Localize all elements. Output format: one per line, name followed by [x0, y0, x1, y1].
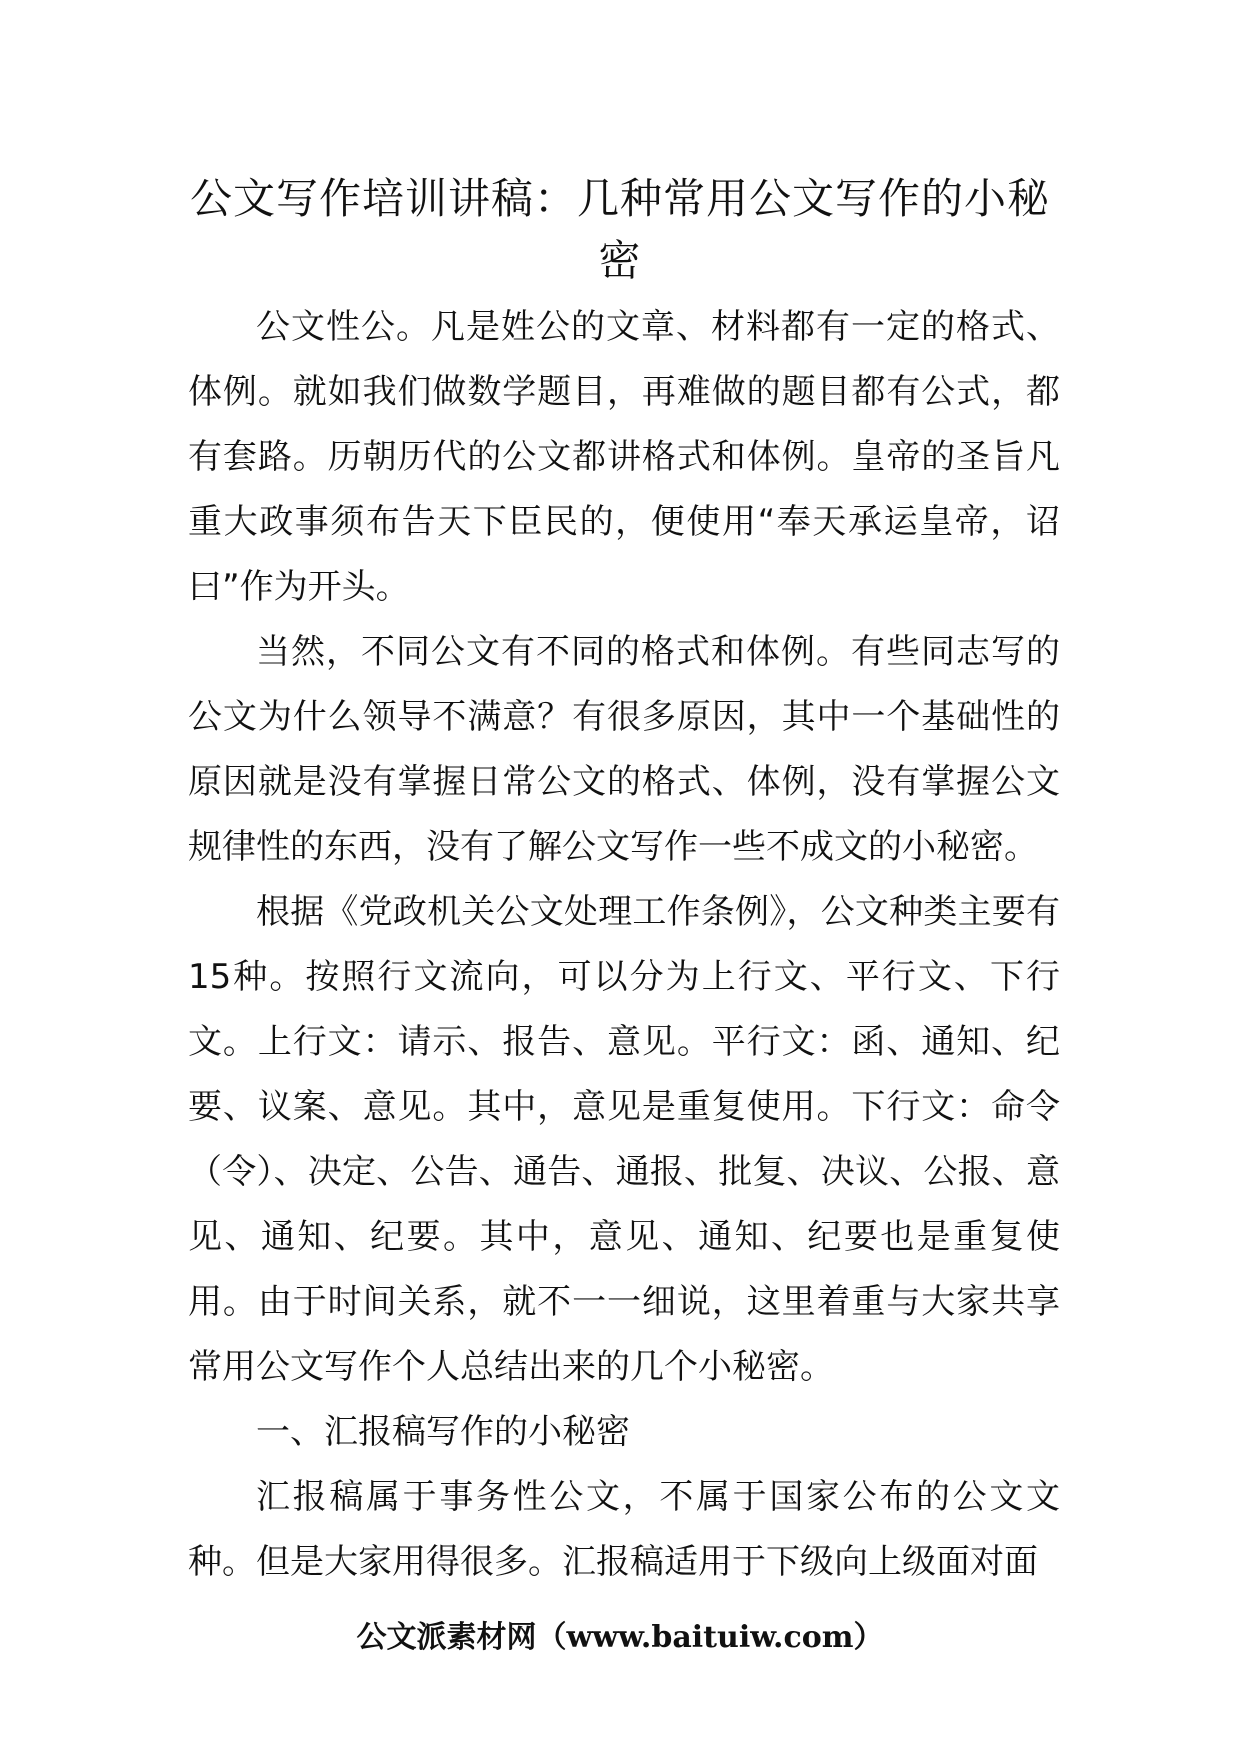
paragraph: 汇报稿属于事务性公文，不属于国家公布的公文文种。但是大家用得很多。汇报稿适用于下级向上级面对面 [188, 1477, 1060, 1582]
document-title: 公文写作培训讲稿：几种常用公文写作的小秘密 [190, 174, 1051, 285]
section-heading: 一、汇报稿写作的小秘密 [256, 1412, 630, 1452]
footer-watermark: 公文派素材网（www.baituiw.com） [356, 1620, 884, 1655]
paragraph: 当然，不同公文有不同的格式和体例。有些同志写的公文为什么领导不满意？有很多原因，其中一个基础性的原因就是没有掌握日常公文的格式、体例，没有掌握公文规律性的东西，没有了解公文写作一些不成文的小秘密。 [188, 632, 1060, 867]
document-body [188, 295, 1060, 1595]
paragraph: 根据《党政机关公文处理工作条例》，公文种类主要有15种。按照行文流向，可以分为上行文、平行文、下行文。上行文：请示、报告、意见。平行文：函、通知、纪要、议案、意见。其中，意见是重复使用。下行文：命令（令）、决定、公告、通告、通报、批复、决议、公报、意见、通知、纪要。其中，意见、通知、纪要也是重复使用。由于时间关系，就不一一细说，这里着重与大家共享常用公文写作个人总结出来的几个小秘密。 [188, 892, 1060, 1387]
paragraph: 公文性公。凡是姓公的文章、材料都有一定的格式、体例。就如我们做数学题目，再难做的题目都有公式，都有套路。历朝历代的公文都讲格式和体例。皇帝的圣旨凡重大政事须布告天下臣民的，便使用“奉天承运皇帝，诏曰”作为开头。 [188, 307, 1060, 607]
